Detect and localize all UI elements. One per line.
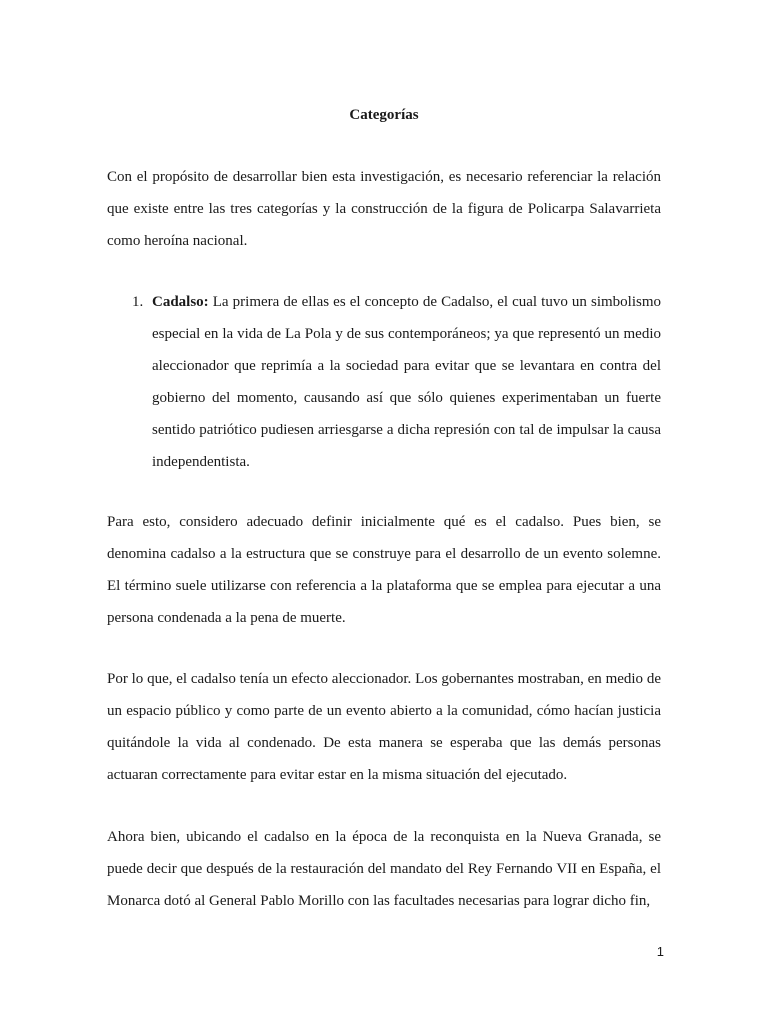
intro-paragraph: Con el propósito de desarrollar bien esta investigación, es necesario referenciar la relación que existe entre las tres categorías y la construcción de la figura de Policarpa Salavarrieta como heroína nacional. [107,169,661,249]
document-title: Categorías [349,107,419,123]
list-item-text: La primera de ellas es el concepto de Cadalso, el cual tuvo un simbolismo especial en la vida de La Pola y de sus contemporáneos; ya que representó un medio aleccionador que reprimía a la sociedad para evitar que se levantara en contra del gobierno del momento, causando así que sólo quienes experimentaban un fuerte sentido patriótico pudiesen arriesgarse a dicha represión con tal de impulsar la causa independentista. [152,294,661,470]
list-item [107,286,661,478]
body-paragraph-definition: Para esto, considero adecuado definir inicialmente qué es el cadalso. Pues bien, se denomina cadalso a la estructura que se construye para el desarrollo de un evento solemne. El término suele utilizarse con referencia a la plataforma que se emplea para ejecutar a una persona condenada a la pena de muerte. [107,514,661,626]
list-item-number: 1. [132,294,144,310]
body-paragraph-effect: Por lo que, el cadalso tenía un efecto aleccionador. Los gobernantes mostraban, en medio de un espacio público y como parte de un evento abierto a la comunidad, cómo hacían justicia quitándole la vida al condenado. De esta manera se esperaba que las demás personas actuaran correctamente para evitar estar en la misma situación del ejecutado. [107,671,661,783]
page-number: 1 [656,944,664,959]
body-paragraph-reconquista: Ahora bien, ubicando el cadalso en la época de la reconquista en la Nueva Granada, se puede decir que después de la restauración del mandato del Rey Fernando VII en España, el Monarca dotó al General Pablo Morillo con las facultades necesarias para lograr dicho fin, [107,829,661,909]
list-item-term: Cadalso: [152,294,209,310]
categories-list [107,286,661,478]
